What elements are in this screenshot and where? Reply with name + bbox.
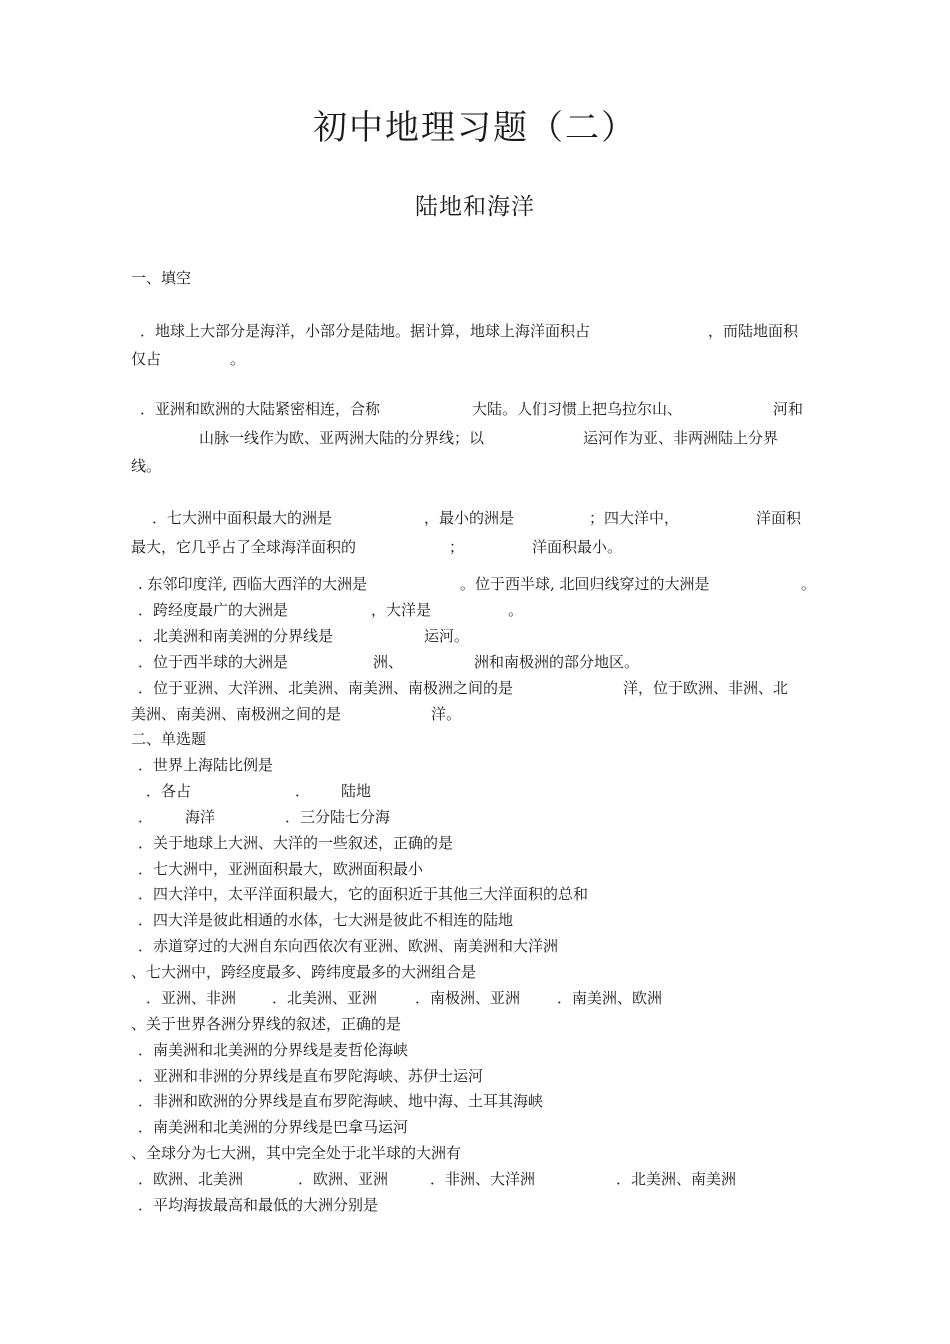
mc-q1-option-c-marker: ． (138, 808, 154, 826)
mc-q1-option-d: ．三分陆七分海 (285, 808, 391, 826)
fill-q5-c: 。 (508, 601, 524, 619)
fill-q2-line1: ．亚洲和欧洲的大陆紧密相连，合称 (140, 400, 381, 418)
fill-q3-line1-b: ，最小的洲是 (424, 509, 515, 527)
fill-q8-line2: 美洲、南美洲、南极洲之间的是 (131, 705, 342, 723)
mc-q3-option-c: ．南极洲、亚洲 (415, 989, 521, 1007)
fill-q3-line1-c: ；四大洋中， (589, 509, 680, 527)
fill-q8-line2-b: 洋。 (431, 705, 462, 723)
mc-q5-option-d: ．北美洲、南美洲 (616, 1170, 737, 1188)
page-title: 初中地理习题（二） (313, 108, 637, 148)
fill-q7-a: ．位于西半球的大洲是 (138, 653, 289, 671)
mc-q2-option-b: ．四大洋中，太平洋面积最大，它的面积近于其他三大洋面积的总和 (138, 885, 589, 903)
fill-q6-b: 运河。 (424, 627, 470, 645)
mc-q2-option-d: ．赤道穿过的大洲自东向西依次有亚洲、欧洲、南美洲和大洋洲 (138, 937, 559, 955)
fill-q3-line1: ．七大洲中面积最大的洲是 (152, 509, 333, 527)
page-subtitle: 陆地和海洋 (415, 194, 535, 220)
fill-q1-line2: 仅占 (131, 350, 162, 368)
fill-q3-line1-d: 洋面积 (756, 509, 802, 527)
mc-q3-option-d: ．南美洲、欧洲 (557, 989, 663, 1007)
mc-q4-stem: 、关于世界各洲分界线的叙述，正确的是 (131, 1015, 402, 1033)
mc-q1-option-b: 陆地 (341, 782, 372, 800)
fill-q2-line3: 线。 (131, 457, 162, 475)
mc-q4-option-a: ．南美洲和北美洲的分界线是麦哲伦海峡 (138, 1041, 409, 1059)
fill-q8-line1: ．位于亚洲、大洋洲、北美洲、南美洲、南极洲之间的是 (138, 679, 514, 697)
fill-q8-line1-b: 洋，位于欧洲、非洲、北 (623, 679, 789, 697)
fill-q2-line1-c: 河和 (773, 400, 804, 418)
fill-q3-line2: 最大，它几乎占了全球海洋面积的 (131, 538, 357, 556)
fill-q6-a: ．北美洲和南美洲的分界线是 (138, 627, 334, 645)
mc-q3-stem: 、七大洲中，跨经度最多、跨纬度最多的大洲组合是 (131, 963, 477, 981)
mc-q4-option-b: ．亚洲和非洲的分界线是直布罗陀海峡、苏伊士运河 (138, 1067, 484, 1085)
fill-q4-b: 。位于西半球, 北回归线穿过的大洲是 (460, 575, 710, 593)
fill-q7-c: 洲和南极洲的部分地区。 (474, 653, 640, 671)
mc-q1-option-b-marker: ． (295, 782, 311, 800)
mc-q2-option-c: ．四大洋是彼此相通的水体，七大洲是彼此不相连的陆地 (138, 911, 514, 929)
mc-q5-option-a: ．欧洲、北美洲 (138, 1170, 244, 1188)
fill-q2-line2: 山脉一线作为欧、亚两洲大陆的分界线；以 (199, 429, 485, 447)
fill-q2-line1-b: 大陆。人们习惯上把乌拉尔山、 (472, 400, 683, 418)
section-heading-mc: 二、单选题 (131, 730, 207, 748)
mc-q4-option-c: ．非洲和欧洲的分界线是直布罗陀海峡、地中海、土耳其海峡 (138, 1092, 544, 1110)
section-heading-fill: 一、填空 (131, 269, 192, 287)
fill-q1-line2-b: 。 (230, 350, 246, 368)
fill-q2-line2-b: 运河作为亚、非两洲陆上分界 (583, 429, 779, 447)
mc-q1-stem: ．世界上海陆比例是 (138, 756, 274, 774)
fill-q1-line1: ．地球上大部分是海洋，小部分是陆地。据计算，地球上海洋面积占 (140, 322, 591, 340)
fill-q7-b: 洲、 (373, 653, 404, 671)
mc-q3-option-a: ．亚洲、非洲 (146, 989, 237, 1007)
mc-q2-stem: ．关于地球上大洲、大洋的一些叙述，正确的是 (138, 834, 454, 852)
mc-q5-option-c: ．非洲、大洋洲 (430, 1170, 536, 1188)
fill-q4-a: . 东邻印度洋, 西临大西洋的大洲是 (138, 575, 368, 593)
fill-q1-line1-b: ，而陆地面积 (708, 322, 799, 340)
fill-q3-line2-c: 洋面积最小。 (532, 538, 623, 556)
fill-q3-line2-b: ； (449, 538, 465, 556)
mc-q1-option-a: ．各占 (146, 782, 192, 800)
mc-q2-option-a: ．七大洲中，亚洲面积最大，欧洲面积最小 (138, 860, 424, 878)
mc-q1-option-c: 海洋 (185, 808, 216, 826)
mc-q4-option-d: ．南美洲和北美洲的分界线是巴拿马运河 (138, 1118, 409, 1136)
mc-q6-stem: ．平均海拔最高和最低的大洲分别是 (138, 1196, 379, 1214)
mc-q5-option-b: ．欧洲、亚洲 (298, 1170, 389, 1188)
fill-q5-a: ．跨经度最广的大洲是 (138, 601, 289, 619)
mc-q3-option-b: ．北美洲、亚洲 (272, 989, 378, 1007)
fill-q5-b: ，大洋是 (371, 601, 432, 619)
mc-q5-stem: 、全球分为七大洲，其中完全处于北半球的大洲有 (131, 1144, 462, 1162)
fill-q4-c: 。 (801, 575, 817, 593)
